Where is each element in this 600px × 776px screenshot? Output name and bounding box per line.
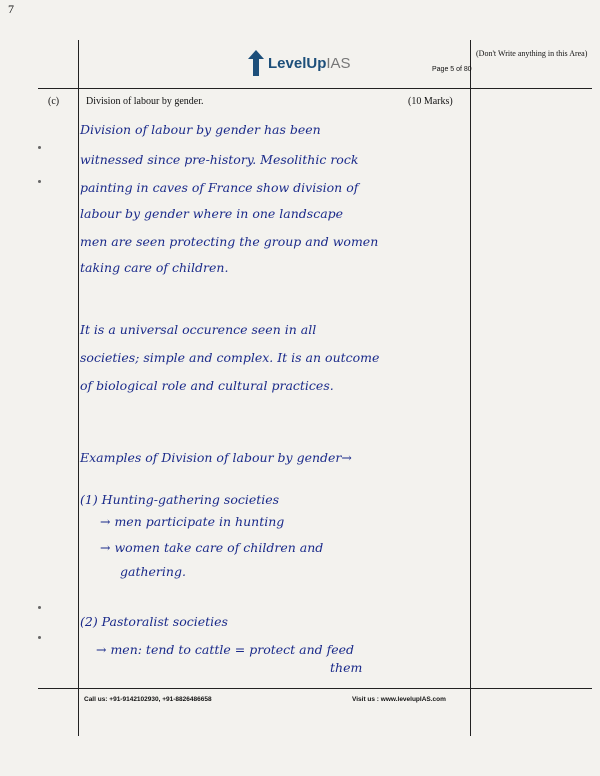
answer-line: → men: tend to cattle = protect and feed <box>96 642 355 657</box>
logo-accent: IAS <box>326 54 351 72</box>
page-number: 7 <box>8 2 14 16</box>
right-margin-line <box>470 40 471 736</box>
answer-line: (2) Pastoralist societies <box>80 614 228 629</box>
answer-line: (1) Hunting-gathering societies <box>80 492 280 507</box>
answer-line: → women take care of children and <box>100 540 324 555</box>
answer-line: It is a universal occurence seen in all <box>80 322 317 337</box>
question-label: (c) <box>48 96 60 107</box>
question-title: Division of labour by gender. <box>86 96 204 107</box>
footer-divider <box>38 688 592 689</box>
answer-line: → men participate in hunting <box>100 514 285 529</box>
levelup-logo <box>248 50 351 76</box>
answer-line: them <box>330 660 363 675</box>
answer-line: painting in caves of France show division of <box>80 180 359 195</box>
margin-dot <box>38 636 41 639</box>
arrow-up-icon <box>248 50 264 76</box>
left-margin-line <box>78 40 79 736</box>
page-counter: Page 5 of 80 <box>432 66 472 73</box>
answer-line: Examples of Division of labour by gender→ <box>80 450 352 465</box>
answer-line: men are seen protecting the group and women <box>80 234 379 249</box>
answer-line: Division of labour by gender has been <box>80 122 321 137</box>
margin-dot <box>38 606 41 609</box>
logo-text <box>268 55 351 72</box>
header-divider <box>38 88 592 89</box>
logo-main: LevelUp <box>268 54 327 72</box>
margin-dot <box>38 180 41 183</box>
answer-line: taking care of children. <box>80 260 229 275</box>
answer-line: societies; simple and complex. It is an outcome <box>80 350 380 365</box>
footer-visit: Visit us : www.levelupIAS.com <box>352 696 446 703</box>
question-marks: (10 Marks) <box>408 96 453 107</box>
dont-write-note: (Don't Write anything in this Area) <box>476 49 588 58</box>
answer-line: of biological role and cultural practices. <box>80 378 334 393</box>
answer-line: witnessed since pre-history. Mesolithic rock <box>80 152 359 167</box>
margin-dot <box>38 146 41 149</box>
answer-line: gathering. <box>120 564 186 579</box>
footer-call: Call us: +91-9142102930, +91-8826486658 <box>84 696 212 703</box>
answer-line: labour by gender where in one landscape <box>80 206 344 221</box>
